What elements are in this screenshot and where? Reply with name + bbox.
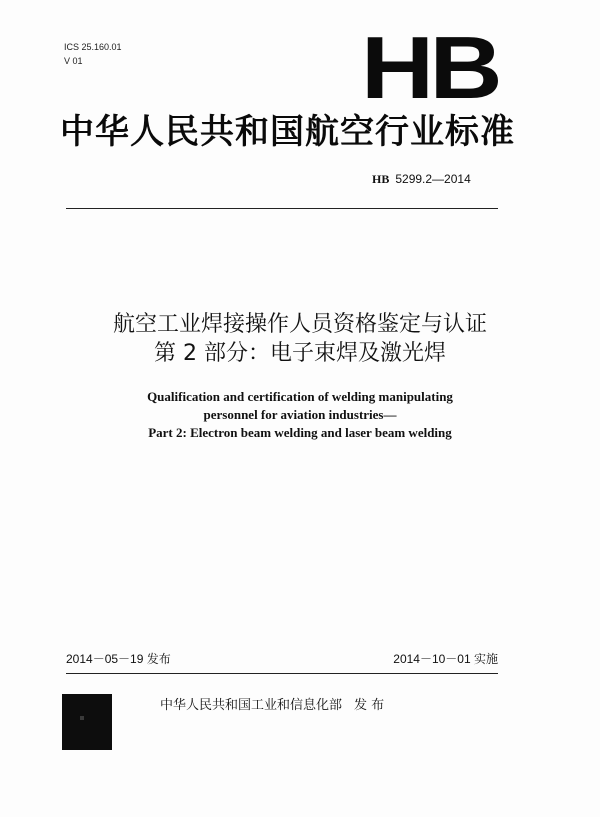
- top-divider: [66, 208, 498, 209]
- national-standard-title: 中华人民共和国航空行业标准: [60, 112, 515, 152]
- title-english-line-2: personnel for aviation industries—: [203, 407, 397, 422]
- issuing-authority: [160, 698, 384, 714]
- title-english-line-3: Part 2: Electron beam welding and laser beam welding: [148, 425, 452, 440]
- hb-logo: HB: [361, 18, 498, 117]
- issuer-suffix: 发 布: [354, 698, 385, 713]
- standard-number: [372, 172, 471, 186]
- title-chinese-line-1: 航空工业焊接操作人员资格鉴定与认证: [112, 312, 487, 337]
- issuer-name: 中华人民共和国工业和信息化部: [160, 698, 343, 713]
- implementation-date: 2014－10－01 实施: [393, 652, 498, 666]
- bottom-divider: [66, 673, 498, 674]
- ics-code: ICS 25.160.01: [64, 42, 122, 52]
- black-stamp-mark: [62, 694, 112, 750]
- standard-code: 5299.2—2014: [395, 172, 471, 186]
- title-chinese-line-2: 第 2 部分：电子束焊及激光焊: [154, 341, 446, 366]
- standard-prefix: HB: [372, 172, 390, 186]
- issue-date: 2014－05－19 发布: [66, 652, 171, 666]
- classification-code: V 01: [64, 56, 83, 66]
- title-english-line-1: Qualification and certification of welding manipulating: [147, 389, 453, 404]
